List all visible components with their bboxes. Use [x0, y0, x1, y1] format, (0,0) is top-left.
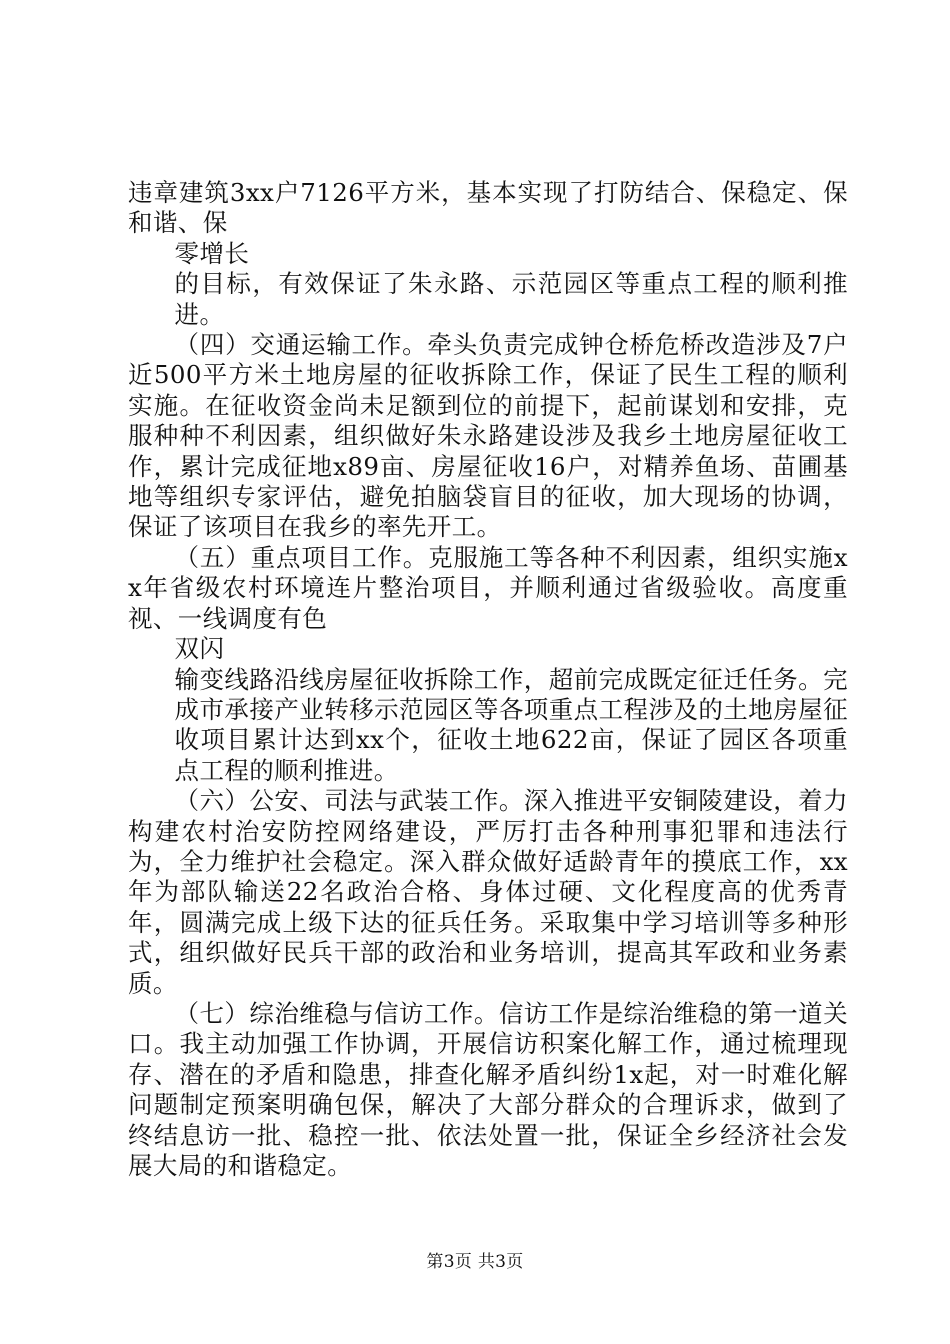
paragraph-section-4: （四）交通运输工作。牵头负责完成钟仓桥危桥改造涉及7户近500平方米土地房屋的征收拆除工作，保证了民生工程的顺利实施。在征收资金尚未足额到位的前提下，起前谋划和安排，克服种种不利因素，组织做好朱永路建设涉及我乡土地房屋征收工作，累计完成征地x89亩、房屋征收16户，对精养鱼场、苗圃基地等组织专家评估，避免拍脑袋盲目的征收，加大现场的协调，保证了该项目在我乡的率先开工。	[128, 330, 848, 542]
paragraph-fragment: 零增长	[174, 238, 250, 268]
paragraph-continuation: 违章建筑3xx户7126平方米，基本实现了打防结合、保稳定、保和谐、保	[128, 178, 848, 238]
paragraph-fragment: 输变线路沿线房屋征收拆除工作，超前完成既定征迁任务。完成市承接产业转移示范园区等各项重点工程涉及的土地房屋征收项目累计达到xx个，征收土地622亩，保证了园区各项重点工程的顺利推进。	[174, 664, 848, 785]
page-footer	[0, 1247, 950, 1272]
paragraph-fragment: 的目标，有效保证了朱永路、示范园区等重点工程的顺利推进。	[174, 269, 848, 329]
page-number: 第3页 共3页	[426, 1252, 524, 1272]
paragraph-section-7: （七）综治维稳与信访工作。信访工作是综治维稳的第一道关口。我主动加强工作协调，开展信访积案化解工作，通过梳理现存、潜在的矛盾和隐患，排查化解矛盾纠纷1x起，对一时难化解问题制定预案明确包保，解决了大部分群众的合理诉求，做到了终结息访一批、稳控一批、依法处置一批，保证全乡经济社会发展大局的和谐稳定。	[128, 998, 848, 1180]
paragraph-section-6: （六）公安、司法与武装工作。深入推进平安铜陵建设，着力构建农村治安防控网络建设，严厉打击各种刑事犯罪和违法行为，全力维护社会稳定。深入群众做好适龄青年的摸底工作，xx年为部队输送22名政治合格、身体过硬、文化程度高的优秀青年，圆满完成上级下达的征兵任务。采取集中学习培训等多种形式，组织做好民兵干部的政治和业务培训，提高其军政和业务素质。	[128, 786, 848, 998]
paragraph-fragment: 双闪	[174, 634, 225, 664]
document-body	[128, 178, 848, 1181]
paragraph-section-5: （五）重点项目工作。克服施工等各种不利因素，组织实施xx年省级农村环境连片整治项目，并顺利通过省级验收。高度重视、一线调度有色	[128, 542, 848, 633]
